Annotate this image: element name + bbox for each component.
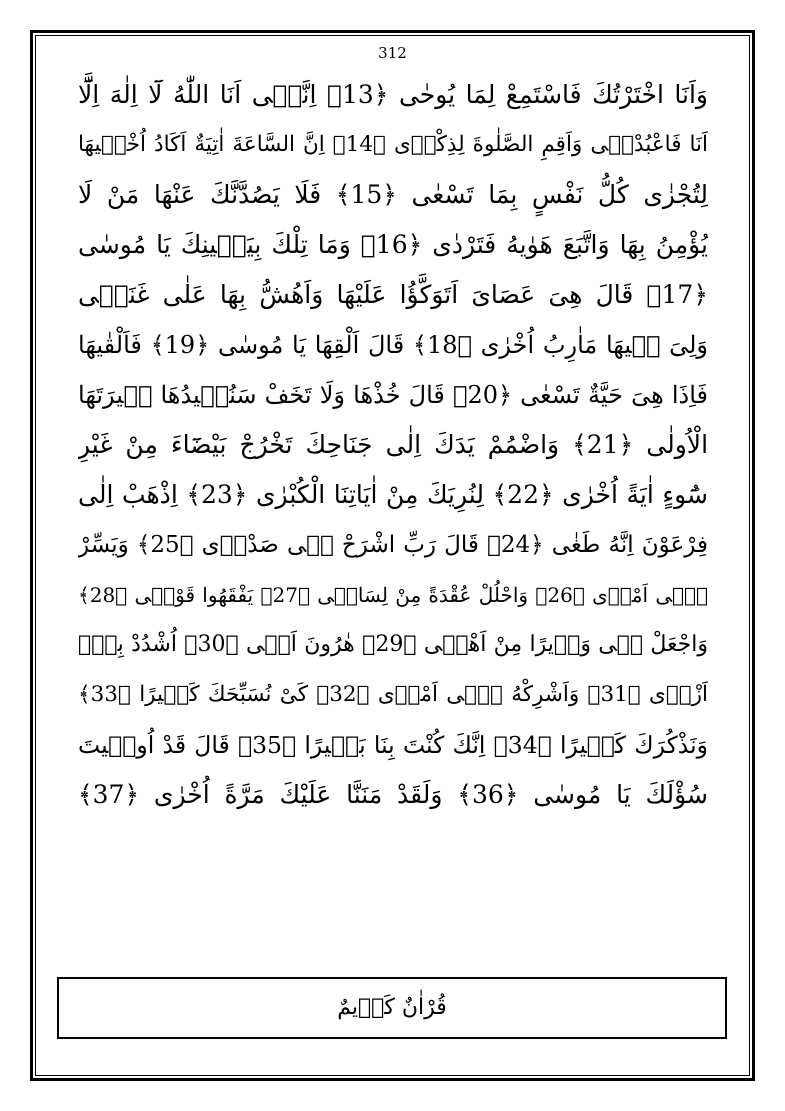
text-line: اَنَا فَاعْبُدْنٖى وَاَقِمِ الصَّلٰوةَ لِذِكْرٖى ﴿14﴾ اِنَّ السَّاعَةَ اٰتِيَةٌ اَكَادُ اُخْفٖيهَا (78, 132, 708, 157)
text-line: وَلِىَ فٖيهَا مَاٰرِبُ اُخْرٰى ﴿18﴾ قَالَ اَلْقِهَا يَا مُوسٰى ﴿19﴾ فَاَلْقٰيهَا (78, 331, 708, 359)
footer-title: قُرْاٰنٌ كَرٖيمٌ (337, 995, 447, 1020)
text-line: ﴿17﴾ قَالَ هِىَ عَصَاىَ اَتَوَكَّؤُا عَلَيْهَا وَاَهُشُّ بِهَا عَلٰى غَنَمٖى (78, 280, 708, 309)
text-line: فِرْعَوْنَ اِنَّهُ طَغٰى ﴿24﴾ قَالَ رَبِّ اشْرَحْ لٖى صَدْرٖى ﴿25﴾ وَيَسِّرْ (78, 532, 708, 558)
verse-text-block (78, 70, 708, 820)
text-line: سُٓوءٍ اٰيَةً اُخْرٰى ﴿22﴾ لِنُرِيَكَ مِنْ اٰيَاتِنَا الْكُبْرٰى ﴿23﴾ اِذْهَبْ اِلٰى (78, 480, 708, 509)
text-line: وَاَنَا اخْتَرْتُكَ فَاسْتَمِعْ لِمَا يُوحٰى ﴿13﴾ اِنَّنٖى اَنَا اللّٰهُ لَٓا اِلٰهَ اِلَّٓا (78, 80, 708, 109)
footer-box (57, 977, 727, 1039)
text-line: لِتُجْزٰى كُلُّ نَفْسٍ بِمَا تَسْعٰى ﴿15﴾ فَلَا يَصُدَّنَّكَ عَنْهَا مَنْ لَا (78, 180, 708, 209)
text-line: فَاِذَا هِىَ حَيَّةٌ تَسْعٰى ﴿20﴾ قَالَ خُذْهَا وَلَا تَخَفْ سَنُعٖيدُهَا سٖيرَتَهَا (78, 381, 708, 409)
page-number: 312 (378, 44, 407, 62)
text-line: لٖٓى اَمْرٖى ﴿26﴾ وَاحْلُلْ عُقْدَةً مِنْ لِسَانٖى ﴿27﴾ يَفْقَهُوا قَوْلٖى ﴿28﴾ (78, 583, 708, 607)
text-line: يُؤْمِنُ بِهَا وَاتَّبَعَ هَوٰيهُ فَتَرْدٰى ﴿16﴾ وَمَا تِلْكَ بِيَمٖينِكَ يَا مُوسٰى (78, 230, 708, 259)
text-line: الْاُولٰى ﴿21﴾ وَاضْمُمْ يَدَكَ اِلٰى جَنَاحِكَ تَخْرُجْ بَيْضَٓاءَ مِنْ غَيْرِ (78, 430, 708, 459)
text-line: وَاجْعَلْ لٖى وَزٖيرًا مِنْ اَهْلٖى ﴿29﴾ هٰرُونَ اَخٖى ﴿30﴾ اُشْدُدْ بِهٖٓ (78, 632, 708, 657)
text-line: سُؤْلَكَ يَا مُوسٰى ﴿36﴾ وَلَقَدْ مَنَنَّا عَلَيْكَ مَرَّةً اُخْرٰى ﴿37﴾ (78, 780, 708, 809)
text-line: اَزْرٖى ﴿31﴾ وَاَشْرِكْهُ فٖٓى اَمْرٖى ﴿32﴾ كَىْ نُسَبِّحَكَ كَثٖيرًا ﴿33﴾ (78, 682, 708, 707)
text-line: وَنَذْكُرَكَ كَثٖيرًا ﴿34﴾ اِنَّكَ كُنْتَ بِنَا بَصٖيرًا ﴿35﴾ قَالَ قَدْ اُوتٖيتَ (78, 731, 708, 759)
